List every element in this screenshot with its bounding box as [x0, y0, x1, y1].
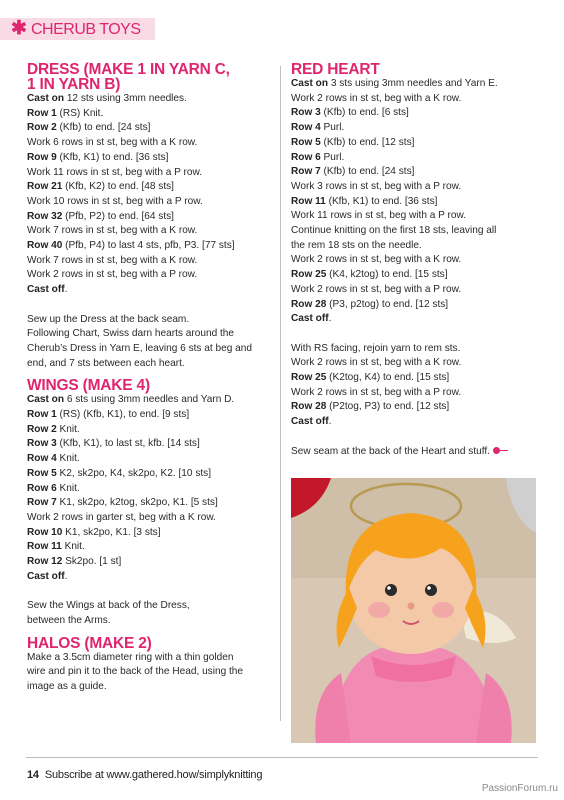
instruction-text: Cherub’s Dress in Yarn E, leaving 6 sts at beg and — [27, 342, 252, 354]
subscribe-link[interactable]: Subscribe at www.gathered.how/simplyknitting — [44, 769, 263, 781]
instruction-line — [27, 107, 272, 122]
row-label: Cast off — [27, 284, 65, 296]
row-label: Row 11 — [291, 195, 326, 207]
instruction-text: wire and pin it to the back of the Head, using the — [27, 666, 244, 678]
heart-instructions — [291, 77, 536, 459]
instruction-line — [291, 400, 536, 415]
instruction-line — [27, 239, 272, 254]
row-label: Row 25 — [291, 269, 327, 281]
row-label: Row 1 — [27, 107, 57, 119]
row-label: Cast off — [291, 313, 329, 325]
row-label: Cast off — [27, 570, 65, 582]
instruction-text: . — [64, 570, 68, 582]
instruction-text: 6 sts using 3mm needles and Yarn D. — [64, 394, 235, 406]
end-marker-tail — [500, 450, 508, 451]
row-label: Row 7 — [291, 166, 321, 178]
instruction-line — [27, 136, 272, 151]
row-label: Row 2 — [27, 122, 57, 134]
instruction-text: Work 2 rows in garter st, beg with a K row. — [27, 511, 216, 523]
instruction-text: . — [328, 313, 332, 325]
instruction-line — [27, 526, 272, 541]
instruction-text: (Kfb) to end. [6 sts] — [320, 107, 409, 119]
instruction-text: Purl. — [320, 151, 345, 163]
instruction-line — [27, 467, 272, 482]
instruction-line — [27, 665, 272, 680]
instruction-text: K1, sk2po, K1. [3 sts] — [62, 526, 161, 538]
cherub-doll-illustration — [291, 478, 536, 743]
row-label: Row 32 — [27, 210, 63, 222]
row-label: Row 4 — [27, 453, 57, 465]
row-label: Row 40 — [27, 240, 63, 252]
instruction-text: (Kfb, K2) to end. [48 sts] — [62, 181, 174, 193]
instruction-line — [291, 371, 536, 386]
instruction-text: . — [64, 284, 68, 296]
instruction-line — [27, 393, 272, 408]
instruction-line — [291, 253, 536, 268]
instruction-line — [27, 452, 272, 467]
instruction-text: Knit. — [56, 482, 80, 494]
instruction-text: (Pfb, P4) to last 4 sts, pfb, P3. [77 sts] — [62, 240, 235, 252]
instruction-text: K1, sk2po, k2tog, sk2po, K1. [5 sts] — [56, 497, 218, 509]
instruction-line — [291, 92, 536, 107]
instruction-line — [27, 423, 272, 438]
instruction-line — [291, 342, 536, 357]
wings-heading: WINGS (MAKE 4) — [27, 377, 150, 395]
instruction-line — [291, 298, 536, 313]
row-label: Row 3 — [27, 438, 57, 450]
instruction-text: Work 3 rows in st st, beg with a P row. — [291, 180, 462, 192]
row-label: Row 21 — [27, 181, 63, 193]
dress-instructions — [27, 92, 272, 371]
instruction-text: Work 6 rows in st st, beg with a K row. — [27, 137, 198, 149]
watermark: PassionForum.ru — [481, 783, 558, 794]
instruction-line — [291, 180, 536, 195]
instruction-line — [291, 209, 536, 224]
instruction-line — [291, 106, 536, 121]
instruction-line — [27, 408, 272, 423]
row-label: Row 5 — [27, 467, 57, 479]
instruction-line — [291, 239, 536, 254]
instruction-line — [291, 415, 536, 430]
instruction-text: 12 sts using 3mm needles. — [64, 93, 187, 104]
instruction-text: Work 11 rows in st st, beg with a P row. — [27, 166, 203, 178]
instruction-text: Work 2 rows in st st, beg with a P row. — [27, 269, 198, 281]
instruction-text: Sew seam at the back of the Heart and stuff. — [291, 445, 490, 457]
row-label: Row 2 — [27, 423, 57, 435]
instruction-text: (K4, k2tog) to end. [15 sts] — [326, 269, 448, 281]
instruction-text: Knit. — [61, 541, 85, 553]
instruction-text: Following Chart, Swiss darn hearts around the — [27, 328, 235, 340]
instruction-text: (Kfb, K1) to end. [36 sts] — [56, 151, 169, 163]
instruction-line — [27, 599, 272, 614]
instruction-text: Work 7 rows in st st, beg with a K row. — [27, 254, 198, 266]
row-label: Row 28 — [291, 298, 327, 310]
row-label: Row 6 — [291, 151, 321, 163]
instruction-text: (Kfb) to end. [24 sts] — [320, 166, 415, 178]
instruction-line — [27, 614, 272, 629]
cherub-toy-photo — [291, 478, 536, 743]
page-footer — [27, 769, 262, 781]
section-header — [0, 18, 155, 40]
instruction-text: Work 10 rows in st st, beg with a P row. — [27, 195, 203, 207]
instruction-line — [27, 180, 272, 195]
instruction-text: (P3, p2tog) to end. [12 sts] — [326, 298, 449, 310]
instruction-text: Work 7 rows in st st, beg with a K row. — [27, 225, 198, 237]
instruction-text: Sew up the Dress at the back seam. — [27, 313, 190, 325]
row-label: Row 3 — [291, 107, 321, 119]
heart-heading: RED HEART — [291, 61, 380, 78]
instruction-line — [27, 651, 272, 666]
instruction-line — [27, 570, 272, 585]
instruction-text: Work 2 rows in st st, beg with a K row. — [291, 92, 462, 104]
halos-section — [27, 636, 272, 695]
instruction-line — [27, 121, 272, 136]
instruction-text: (Kfb) to end. [24 sts] — [56, 122, 151, 134]
instruction-line — [291, 195, 536, 210]
instruction-line — [291, 356, 536, 371]
instruction-line — [291, 283, 536, 298]
row-label: Row 28 — [291, 401, 327, 413]
instruction-line — [27, 151, 272, 166]
instruction-text: 3 sts using 3mm needles and Yarn E. — [328, 78, 498, 89]
instruction-text: . — [328, 416, 332, 428]
instruction-line — [291, 77, 536, 92]
instruction-text: (P2tog, P3) to end. [12 sts] — [326, 401, 450, 413]
wings-instructions — [27, 393, 272, 628]
instruction-line — [27, 268, 272, 283]
instruction-line — [27, 482, 272, 497]
instruction-text: (Kfb, K1) to end. [36 sts] — [325, 195, 438, 207]
instruction-line — [27, 224, 272, 239]
instruction-line — [27, 283, 272, 298]
instruction-text: image as a guide. — [27, 680, 107, 692]
row-label: Row 12 — [27, 556, 63, 568]
page-number: 14 — [27, 769, 39, 781]
row-label: Row 4 — [291, 122, 321, 134]
row-label: Cast on — [291, 78, 329, 89]
row-label: Cast on — [27, 394, 65, 406]
instruction-line — [27, 680, 272, 695]
instruction-text: K2, sk2po, K4, sk2po, K2. [10 sts] — [56, 467, 212, 479]
wings-section — [27, 378, 272, 628]
instruction-line — [27, 166, 272, 181]
asterisk-icon: ✱ — [11, 18, 27, 39]
dress-heading: DRESS (MAKE 1 IN YARN C, 1 IN YARN B) — [27, 61, 230, 93]
instruction-line — [27, 437, 272, 452]
row-label: Row 5 — [291, 136, 321, 148]
column-divider — [280, 66, 281, 721]
blank-line — [27, 298, 272, 313]
blank-line — [291, 327, 536, 342]
row-label: Row 25 — [291, 372, 327, 384]
instruction-line — [27, 555, 272, 570]
instruction-line — [291, 121, 536, 136]
instruction-text: (RS) (Kfb, K1), to end. [9 sts] — [56, 409, 190, 421]
instruction-line — [291, 268, 536, 283]
instruction-text: Work 11 rows in st st, beg with a P row. — [291, 210, 467, 222]
instruction-text: Work 2 rows in st st, beg with a K row. — [291, 254, 462, 266]
instruction-text: (Kfb) to end. [12 sts] — [320, 136, 415, 148]
row-label: Cast on — [27, 93, 65, 104]
instruction-text: Work 2 rows in st st, beg with a P row. — [291, 283, 462, 295]
instruction-text: (Pfb, P2) to end. [64 sts] — [62, 210, 174, 222]
right-column — [291, 62, 536, 459]
instruction-text: between the Arms. — [27, 614, 111, 626]
instruction-line — [291, 445, 536, 460]
instruction-line — [291, 151, 536, 166]
heart-section — [291, 62, 536, 459]
blank-line — [291, 430, 536, 445]
instruction-text: Knit. — [56, 423, 80, 435]
instruction-text: (K2tog, K4) to end. [15 sts] — [326, 372, 450, 384]
instruction-line — [291, 224, 536, 239]
instruction-line — [27, 511, 272, 526]
row-label: Cast off — [291, 416, 329, 428]
instruction-line — [291, 386, 536, 401]
halos-instructions — [27, 651, 272, 695]
instruction-line — [27, 342, 272, 357]
instruction-text: Work 2 rows in st st, beg with a P row. — [291, 386, 462, 398]
blank-line — [27, 584, 272, 599]
instruction-line — [27, 210, 272, 225]
instruction-line — [27, 92, 272, 107]
row-label: Row 9 — [27, 151, 57, 163]
instruction-line — [291, 312, 536, 327]
instruction-line — [291, 165, 536, 180]
instruction-line — [27, 195, 272, 210]
instruction-line — [291, 136, 536, 151]
dress-section — [27, 62, 272, 371]
instruction-line — [27, 357, 272, 372]
instruction-text: Sew the Wings at back of the Dress, — [27, 600, 190, 612]
instruction-text: Make a 3.5cm diameter ring with a thin golden — [27, 651, 234, 663]
instruction-text: the rem 18 sts on the needle. — [291, 239, 422, 251]
section-title: CHERUB TOYS — [31, 21, 141, 38]
instruction-text: Purl. — [320, 122, 345, 134]
row-label: Row 11 — [27, 541, 62, 553]
row-label: Row 1 — [27, 409, 57, 421]
instruction-text: (RS) Knit. — [56, 107, 104, 119]
row-label: Row 10 — [27, 526, 63, 538]
instruction-text: Work 2 rows in st st, beg with a K row. — [291, 357, 462, 369]
instruction-text: Continue knitting on the first 18 sts, leaving all — [291, 225, 497, 237]
row-label: Row 6 — [27, 482, 57, 494]
end-marker-icon — [493, 447, 500, 454]
row-label: Row 7 — [27, 497, 57, 509]
instruction-line — [27, 496, 272, 511]
instruction-text: (Kfb, K1), to last st, kfb. [14 sts] — [56, 438, 200, 450]
footer-rule — [26, 757, 538, 758]
instruction-text: end, and 7 sts between each heart. — [27, 357, 185, 369]
instruction-text: With RS facing, rejoin yarn to rem sts. — [291, 342, 461, 354]
instruction-line — [27, 327, 272, 342]
halos-heading: HALOS (MAKE 2) — [27, 634, 152, 652]
instruction-text: Knit. — [56, 453, 80, 465]
instruction-line — [27, 540, 272, 555]
left-column — [27, 62, 272, 695]
instruction-line — [27, 313, 272, 328]
instruction-line — [27, 254, 272, 269]
instruction-text: Sk2po. [1 st] — [62, 556, 122, 568]
